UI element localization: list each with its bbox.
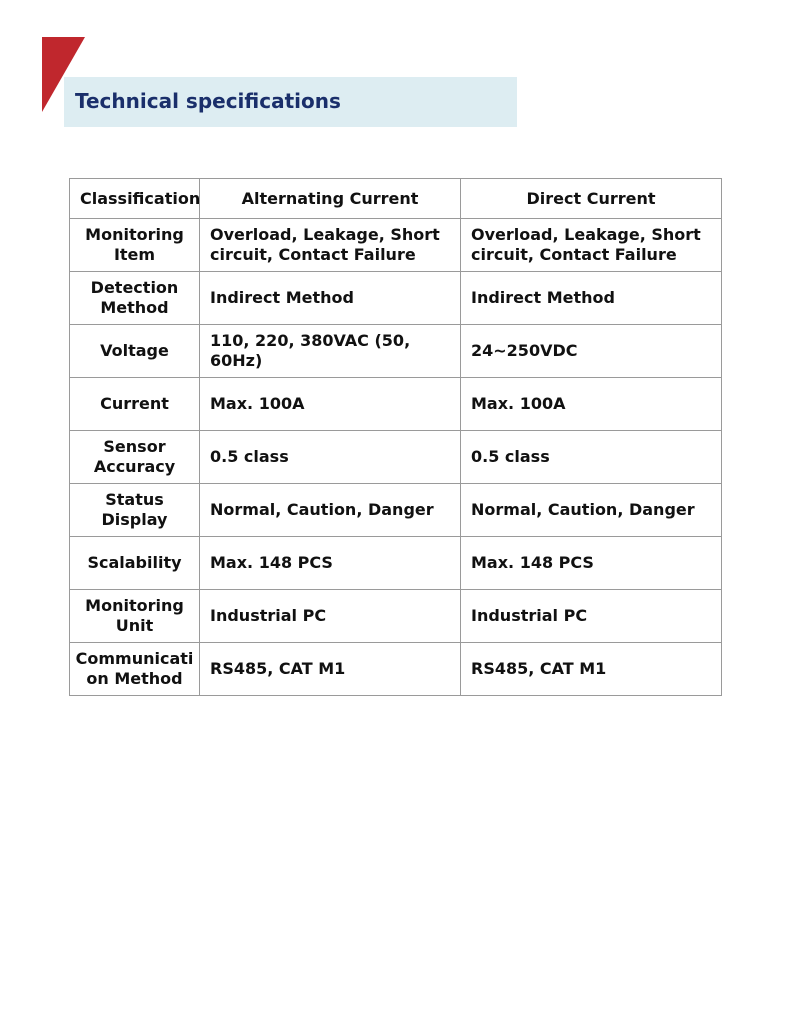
title-band <box>64 77 517 127</box>
row-label: Detection Method <box>70 272 200 325</box>
row-label: Monitoring Item <box>70 219 200 272</box>
dc-value: Max. 148 PCS <box>461 537 722 590</box>
spec-table <box>69 178 722 696</box>
ac-value: RS485, CAT M1 <box>200 643 461 696</box>
dc-value: Max. 100A <box>461 378 722 431</box>
ac-value: Max. 100A <box>200 378 461 431</box>
dc-value: Industrial PC <box>461 590 722 643</box>
dc-value: 24~250VDC <box>461 325 722 378</box>
header-direct-current: Direct Current <box>461 179 722 219</box>
dc-value: Normal, Caution, Danger <box>461 484 722 537</box>
row-label: Scalability <box>70 537 200 590</box>
row-label: Communication Method <box>70 643 200 696</box>
ac-value: Max. 148 PCS <box>200 537 461 590</box>
ac-value: Overload, Leakage, Short circuit, Contact Failure <box>200 219 461 272</box>
table-row <box>70 272 722 325</box>
ac-value: Industrial PC <box>200 590 461 643</box>
ac-value: 110, 220, 380VAC (50, 60Hz) <box>200 325 461 378</box>
row-label: Voltage <box>70 325 200 378</box>
table-row <box>70 484 722 537</box>
table-row <box>70 537 722 590</box>
dc-value: RS485, CAT M1 <box>461 643 722 696</box>
table-row <box>70 643 722 696</box>
table-row <box>70 431 722 484</box>
page-title: Technical specifications <box>75 89 341 113</box>
table-row <box>70 378 722 431</box>
table-row <box>70 325 722 378</box>
ac-value: 0.5 class <box>200 431 461 484</box>
dc-value: Overload, Leakage, Short circuit, Contact Failure <box>461 219 722 272</box>
ac-value: Indirect Method <box>200 272 461 325</box>
row-label: Monitoring Unit <box>70 590 200 643</box>
row-label: Sensor Accuracy <box>70 431 200 484</box>
dc-value: Indirect Method <box>461 272 722 325</box>
row-label: Status Display <box>70 484 200 537</box>
table-row <box>70 590 722 643</box>
header-alternating-current: Alternating Current <box>200 179 461 219</box>
dc-value: 0.5 class <box>461 431 722 484</box>
ac-value: Normal, Caution, Danger <box>200 484 461 537</box>
row-label: Current <box>70 378 200 431</box>
table-header-row <box>70 179 722 219</box>
header-classification: Classification <box>70 179 200 219</box>
table-row <box>70 219 722 272</box>
